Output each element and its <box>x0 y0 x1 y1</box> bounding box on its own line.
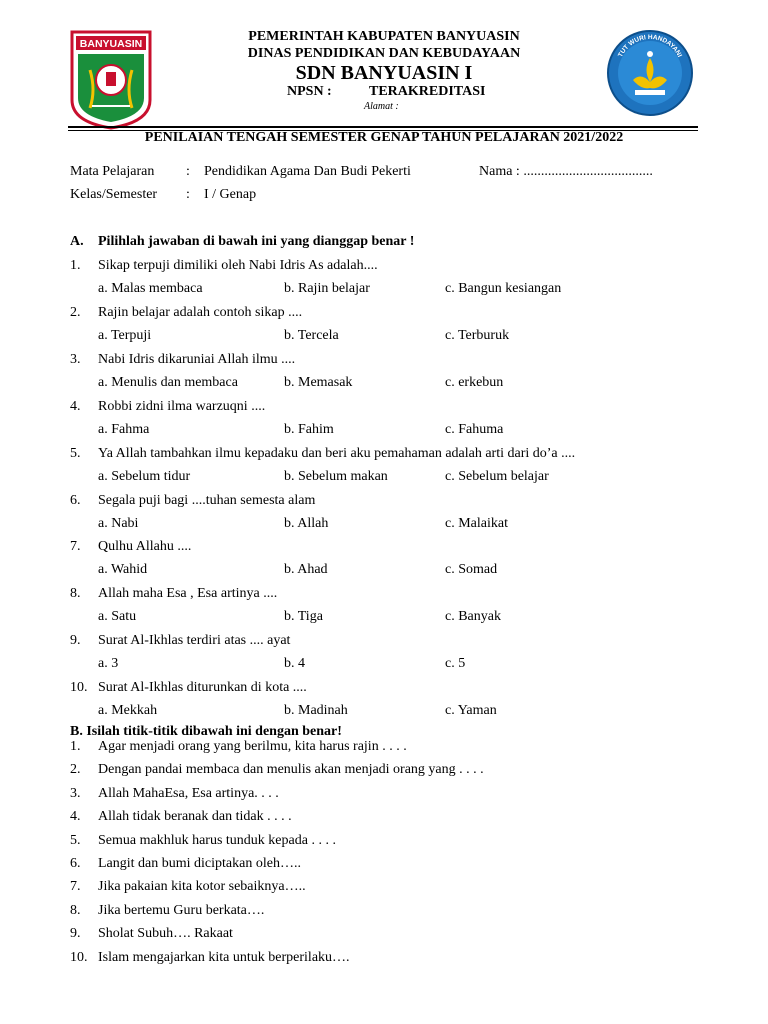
fill-in-question: Semua makhluk harus tunduk kepada . . . . <box>98 832 336 848</box>
question-number: 7. <box>70 539 81 555</box>
option-b: b. Tiga <box>284 609 323 625</box>
fill-in-question: Islam mengajarkan kita untuk berperilaku…. <box>98 949 350 965</box>
fill-in-number: 1. <box>70 739 81 754</box>
fill-in-number: 5. <box>70 832 81 848</box>
student-name-field: Nama : ..................................... <box>479 164 653 179</box>
option-b: b. Ahad <box>284 562 328 578</box>
fill-in-number: 8. <box>70 902 81 918</box>
question-text: Surat Al-Ikhlas terdiri atas .... ayat <box>98 633 291 649</box>
header-department: DINAS PENDIDIKAN DAN KEBUDAYAAN <box>247 46 521 61</box>
option-b: b. Madinah <box>284 703 348 719</box>
class-colon: : <box>186 187 190 202</box>
fill-in-number: 4. <box>70 809 81 825</box>
question-text: Ya Allah tambahkan ilmu kepadaku dan beri aku pemahaman adalah arti dari do’a .... <box>98 445 576 461</box>
section-a-heading: Pilihlah jawaban di bawah ini yang dianggap benar ! <box>98 234 415 249</box>
option-a: a. 3 <box>98 656 119 672</box>
question-text: Qulhu Allahu .... <box>98 539 192 555</box>
question-number: 9. <box>70 633 81 649</box>
fill-in-question: Sholat Subuh…. Rakaat <box>98 926 233 942</box>
option-b: b. Fahim <box>284 421 334 437</box>
question-number: 2. <box>70 304 81 320</box>
section-a-letter: A. <box>70 234 84 249</box>
subject-value: Pendidikan Agama Dan Budi Pekerti <box>204 164 411 179</box>
option-c: c. Terburuk <box>445 327 510 343</box>
subject-colon: : <box>186 164 190 179</box>
fill-in-question: Jika bertemu Guru berkata…. <box>98 902 265 918</box>
option-c: c. erkebun <box>445 374 504 390</box>
fill-in-number: 7. <box>70 879 81 895</box>
fill-in-question: Agar menjadi orang yang berilmu, kita harus rajin . . . . <box>98 739 407 754</box>
option-c: c. Fahuma <box>445 421 504 437</box>
option-c: c. Somad <box>445 562 498 578</box>
banyuasin-logo-text: BANYUASIN <box>79 38 143 50</box>
option-b: b. Tercela <box>284 327 339 343</box>
option-b: b. Rajin belajar <box>284 281 370 296</box>
question-text: Allah maha Esa , Esa artinya .... <box>98 586 278 602</box>
header-address-label: Alamat : <box>364 101 399 112</box>
exam-title: PENILAIAN TENGAH SEMESTER GENAP TAHUN PELAJARAN 2021/2022 <box>144 130 624 145</box>
fill-in-number: 10. <box>70 949 88 965</box>
option-a: a. Menulis dan membaca <box>98 374 238 390</box>
question-text: Surat Al-Ikhlas diturunkan di kota .... <box>98 680 307 696</box>
option-a: a. Terpuji <box>98 327 152 343</box>
header-school-name: SDN BANYUASIN I <box>295 62 473 84</box>
option-a: a. Wahid <box>98 562 148 578</box>
option-a: a. Malas membaca <box>98 281 203 296</box>
option-a: a. Fahma <box>98 421 150 437</box>
fill-in-question: Dengan pandai membaca dan menulis akan menjadi orang yang . . . . <box>98 762 484 778</box>
fill-in-question: Langit dan bumi diciptakan oleh….. <box>98 856 301 871</box>
option-a: a. Satu <box>98 609 137 625</box>
header-divider-thick <box>68 126 698 128</box>
option-a: a. Nabi <box>98 515 139 531</box>
fill-in-number: 6. <box>70 856 81 871</box>
tut-wuri-logo-text: TUT WURI HANDAYANI <box>617 33 683 59</box>
option-c: c. Bangun kesiangan <box>445 281 562 296</box>
option-b: b. 4 <box>284 656 305 672</box>
question-text: Rajin belajar adalah contoh sikap .... <box>98 304 303 320</box>
option-c: c. 5 <box>445 656 466 672</box>
fill-in-question: Jika pakaian kita kotor sebaiknya….. <box>98 879 306 895</box>
question-text: Sikap terpuji dimiliki oleh Nabi Idris As adalah.... <box>98 258 378 273</box>
option-c: c. Malaikat <box>445 515 508 531</box>
question-number: 10. <box>70 680 88 696</box>
question-text: Segala puji bagi ....tuhan semesta alam <box>98 492 316 508</box>
fill-in-question: Allah tidak beranak dan tidak . . . . <box>98 809 292 825</box>
question-number: 8. <box>70 586 81 602</box>
header-accreditation: TERAKREDITASI <box>369 84 486 99</box>
fill-in-number: 2. <box>70 762 81 778</box>
question-number: 6. <box>70 492 81 508</box>
section-b-heading: B. Isilah titik-titik dibawah ini dengan benar! <box>70 724 342 739</box>
question-number: 3. <box>70 351 81 367</box>
option-a: a. Sebelum tidur <box>98 468 191 484</box>
option-b: b. Allah <box>284 515 329 531</box>
fill-in-number: 9. <box>70 926 81 942</box>
fill-in-question: Allah MahaEsa, Esa artinya. . . . <box>98 785 279 801</box>
header-npsn-label: NPSN : <box>287 84 332 99</box>
subject-label: Mata Pelajaran <box>70 164 155 179</box>
option-c: c. Sebelum belajar <box>445 468 549 484</box>
question-text: Nabi Idris dikaruniai Allah ilmu .... <box>98 351 296 367</box>
option-c: c. Yaman <box>445 703 497 719</box>
class-label: Kelas/Semester <box>70 187 158 202</box>
question-number: 4. <box>70 398 81 414</box>
option-a: a. Mekkah <box>98 703 158 719</box>
header-government: PEMERINTAH KABUPATEN BANYUASIN <box>248 29 520 44</box>
option-c: c. Banyak <box>445 609 501 625</box>
question-text: Robbi zidni ilma warzuqni .... <box>98 398 266 414</box>
class-value: I / Genap <box>204 187 257 202</box>
question-number: 5. <box>70 445 81 461</box>
question-number: 1. <box>70 258 81 273</box>
fill-in-number: 3. <box>70 785 81 801</box>
option-b: b. Sebelum makan <box>284 468 388 484</box>
option-b: b. Memasak <box>284 374 353 390</box>
